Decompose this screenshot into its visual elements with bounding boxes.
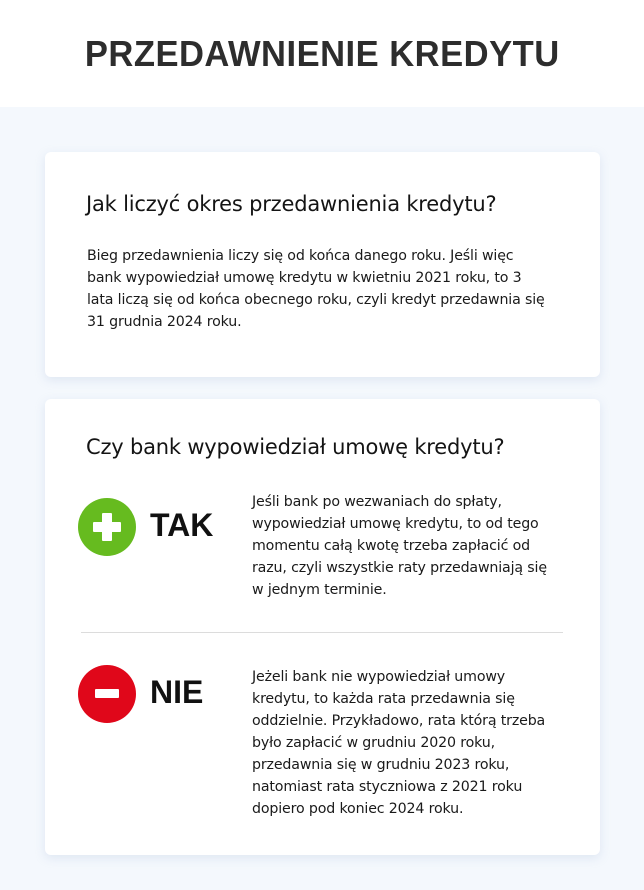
plus-circle-icon: [78, 498, 136, 556]
period-card-title: Jak liczyć okres przedawnienia kredytu?: [86, 192, 497, 216]
page-title: PRZEDAWNIENIE KREDYTU: [84, 32, 560, 74]
termination-card-title: Czy bank wypowiedział umowę kredytu?: [86, 435, 505, 459]
option-no-label: NIE: [150, 674, 204, 710]
page-header: [0, 0, 644, 107]
minus-circle-icon: [78, 665, 136, 723]
option-yes-label: TAK: [150, 507, 214, 543]
option-yes: [45, 491, 600, 611]
period-card-text: Bieg przedawnienia liczy się od końca danego roku. Jeśli więc bank wypowiedział umowę kredytu w kwietniu 2021 roku, to 3 lata liczą się od końca obecnego roku, czyli kredyt przedawnia się 31 grudnia 2024 roku.: [87, 248, 545, 330]
divider: [81, 632, 563, 633]
period-card: [45, 152, 600, 377]
option-yes-text: Jeśli bank po wezwaniach do spłaty, wypowiedział umowę kredytu, to od tego momentu całą kwotę trzeba zapłacić od razu, czyli wszystkie raty przedawniają się w jednym terminie.: [252, 494, 547, 598]
option-no: [45, 665, 600, 825]
option-no-text: Jeżeli bank nie wypowiedział umowy kredytu, to każda rata przedawnia się oddzielnie. Przykładowo, rata którą trzeba było zapłacić w grudniu 2020 roku, przedawnia się w grudniu 2023 roku, natomiast rata styczniowa z 2021 roku dopiero pod koniec 2024 roku.: [252, 669, 546, 817]
termination-card: [45, 399, 600, 855]
